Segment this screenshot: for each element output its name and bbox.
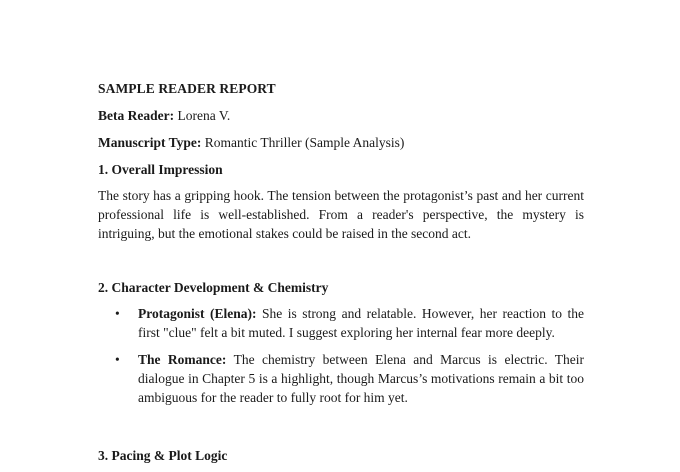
bullet-icon: • [115,306,120,321]
beta-reader-line [98,107,584,125]
beta-reader-value: Lorena V. [177,108,231,123]
overall-impression-paragraph: The story has a gripping hook. The tension between the protagonist’s past and her current professional life is well-established. From a reader's perspective, the mystery is intriguing, but the emotional stakes could be raised in the second act. [98,188,584,241]
section-spacer [98,243,584,279]
manuscript-type-line [98,134,584,152]
bullet-text-romance: The chemistry between Elena and Marcus is electric. Their dialogue in Chapter 5 is a highlight, though Marcus’s motivations remain a bit too ambiguous for the reader to fully root for him yet. [138,352,584,405]
list-item [98,304,584,342]
bullet-text-protagonist: She is strong and relatable. However, her reaction to the first "clue" felt a bit muted. I suggest exploring her internal fear more deeply. [138,306,584,340]
list-item [98,350,584,407]
section-heading-character-development: 2. Character Development & Chemistry [98,280,329,295]
character-bullet-list [98,304,584,407]
bullet-label-romance: The Romance: [138,352,227,367]
manuscript-type-value: Romantic Thriller (Sample Analysis) [204,135,405,150]
document-title: SAMPLE READER REPORT [98,81,276,96]
document-page [98,80,584,472]
section-heading-overall-impression: 1. Overall Impression [98,162,223,177]
section-spacer [98,415,584,447]
section-heading-pacing-plot-logic: 3. Pacing & Plot Logic [98,448,228,463]
manuscript-type-label: Manuscript Type: [98,135,202,150]
bullet-label-protagonist: Protagonist (Elena): [138,306,257,321]
bullet-icon: • [115,352,120,367]
beta-reader-label: Beta Reader: [98,108,175,123]
